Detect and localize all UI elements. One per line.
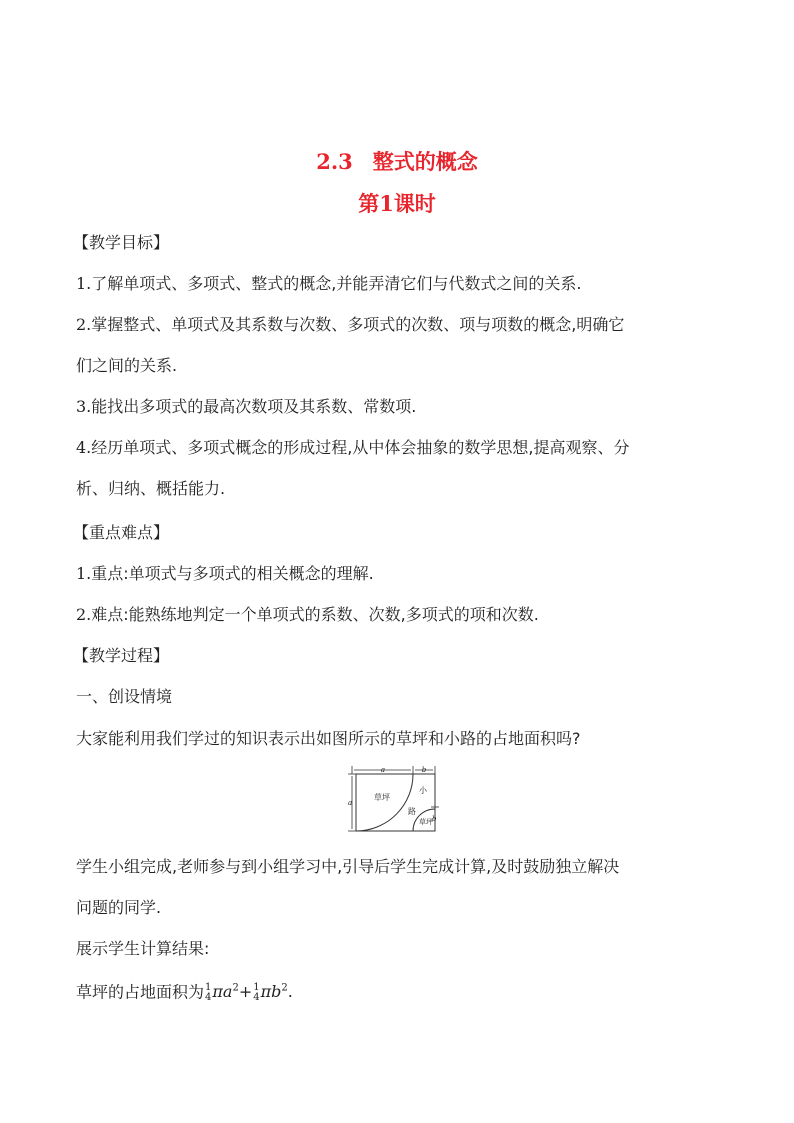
fraction-numerator: 1 <box>253 981 260 993</box>
lesson-subtitle <box>0 188 794 218</box>
figure-lawn-label-2: 草坪 <box>419 818 433 826</box>
figure-label-b-top: b <box>421 766 427 774</box>
objective-number: 3. <box>76 397 92 416</box>
variable-a: a <box>222 982 233 1002</box>
objective-number: 4. <box>76 438 92 457</box>
plus-sign: + <box>238 982 253 1002</box>
objective-2-continued: 们之间的关系. <box>76 356 178 375</box>
objective-text: 经历单项式、多项式概念的形成过程,从中体会抽象的数学思想,提高观察、分 <box>91 438 630 457</box>
lesson-title-text: 整式的概念 <box>372 150 478 174</box>
fraction <box>253 983 259 1003</box>
subtitle-number: 1 <box>379 191 394 216</box>
step-heading: 一、创设情境 <box>76 687 173 706</box>
objective-text: 了解单项式、多项式、整式的概念,并能弄清它们与代数式之间的关系. <box>91 274 582 293</box>
lesson-title <box>0 146 794 176</box>
objective-number: 1. <box>76 274 92 293</box>
objective-4-continued: 析、归纳、概括能力. <box>76 479 226 498</box>
show-results-text: 展示学生计算结果: <box>76 939 210 958</box>
fraction-denominator: 4 <box>205 991 212 1003</box>
objective-2 <box>76 315 726 335</box>
figure-path-label-2: 路 <box>408 807 416 816</box>
activity-text-line-1: 学生小组完成,老师参与到小组学习中,引导后学生完成计算,及时鼓励独立解决 <box>76 857 620 876</box>
figure-lawn-label-1: 草坪 <box>374 793 390 802</box>
lawn-area-formula <box>204 982 293 1001</box>
key-point-text: 难点:能熟练地判定一个单项式的系数、次数,多项式的项和次数. <box>91 605 539 624</box>
key-point-text: 重点:单项式与多项式的相关概念的理解. <box>91 564 374 583</box>
pi-symbol: π <box>212 982 223 1002</box>
period: . <box>287 982 293 1002</box>
figure-path-label-1: 小 <box>419 786 427 795</box>
fraction <box>205 983 211 1003</box>
objective-4 <box>76 438 726 458</box>
exponent: 2 <box>232 983 239 994</box>
figure-label-b-right: b <box>432 815 437 823</box>
lesson-number: 2.3 <box>316 149 353 174</box>
pi-symbol: π <box>260 982 272 1002</box>
objective-1 <box>76 274 726 294</box>
exponent: 2 <box>281 983 288 994</box>
figure-label-a-top: a <box>380 766 386 774</box>
fraction-denominator: 4 <box>253 991 260 1003</box>
objective-text: 掌握整式、单项式及其系数与次数、多项式的次数、项与项数的概念,明确它 <box>91 315 625 334</box>
lawn-path-figure <box>347 766 439 834</box>
section-objectives-heading: 【教学目标】 <box>73 233 170 252</box>
lawn-area-line <box>76 979 726 1003</box>
question-text: 大家能利用我们学过的知识表示出如图所示的草坪和小路的占地面积吗? <box>76 729 581 748</box>
key-point-number: 1. <box>76 564 92 583</box>
variable-b: b <box>271 982 282 1002</box>
key-point-2 <box>76 605 726 625</box>
section-keypoints-heading: 【重点难点】 <box>73 523 170 542</box>
subtitle-suffix: 课时 <box>393 192 436 216</box>
fraction-numerator: 1 <box>205 981 212 993</box>
key-point-1 <box>76 564 726 584</box>
figure-label-a-left: a <box>348 799 353 807</box>
key-point-number: 2. <box>76 605 92 624</box>
activity-text-line-2: 问题的同学. <box>76 898 162 917</box>
subtitle-prefix: 第 <box>358 192 380 216</box>
lawn-area-prefix: 草坪的占地面积为 <box>76 982 205 1002</box>
objective-3 <box>76 397 726 417</box>
section-process-heading: 【教学过程】 <box>73 646 170 665</box>
objective-text: 能找出多项式的最高次数项及其系数、常数项. <box>91 397 417 416</box>
objective-number: 2. <box>76 315 92 334</box>
